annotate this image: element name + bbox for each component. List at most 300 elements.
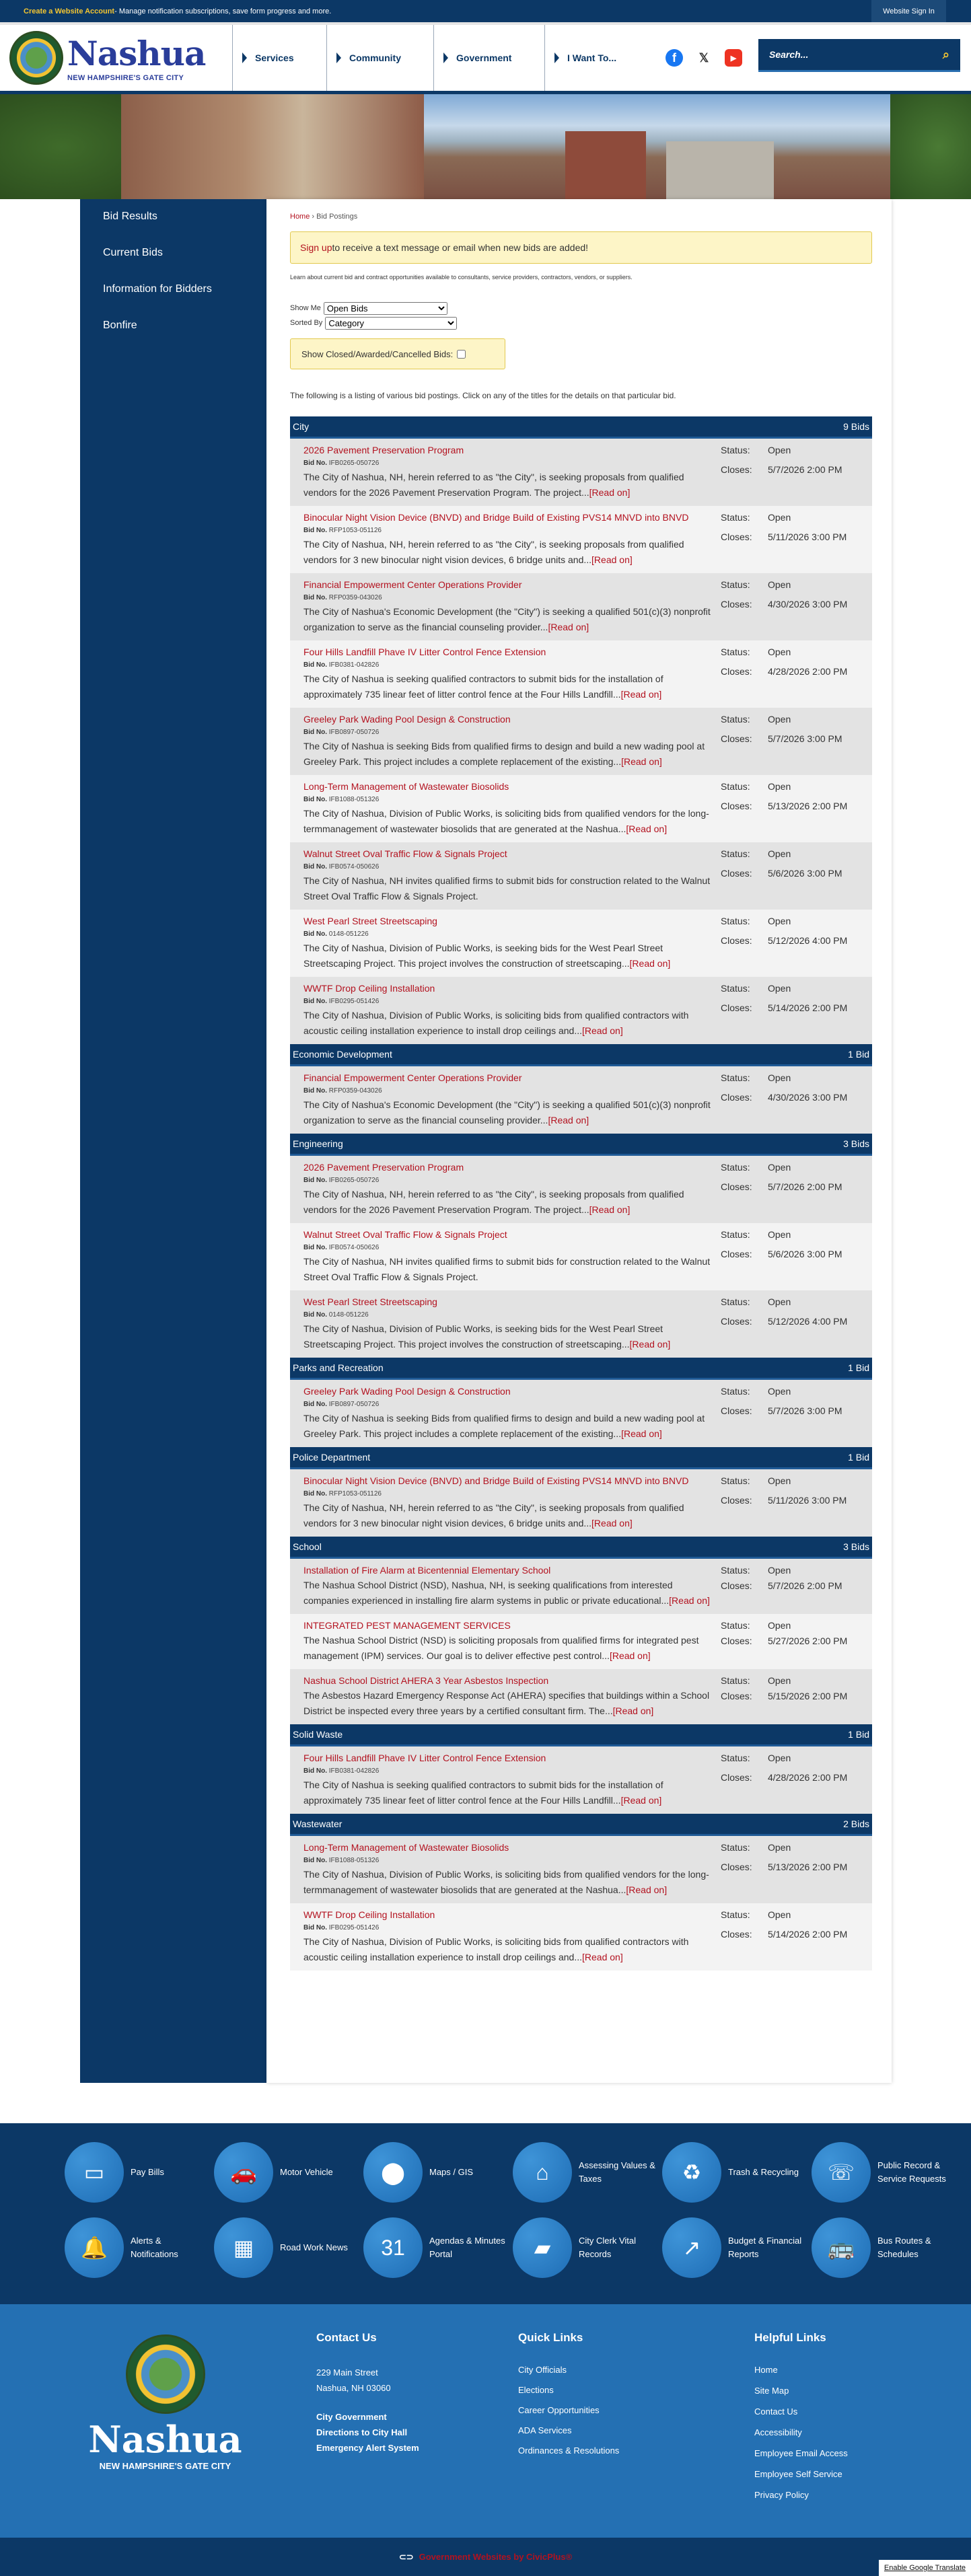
category-header <box>290 1134 872 1156</box>
bid-status: Open <box>768 445 791 455</box>
bus-icon: 🚌 <box>812 2217 871 2278</box>
bid-closes: 4/28/2026 2:00 PM <box>768 1772 848 1783</box>
closes-label: Closes: <box>721 1092 752 1103</box>
category-count: 1 Bid <box>848 1049 869 1060</box>
bid-no: 0148-051226 <box>328 930 369 938</box>
bid-description: The City of Nashua is seeking qualified contractors to submit bids for the installation of approximately 735 linear feet of litter control fence at the Four Hills Landfill... <box>303 673 663 700</box>
create-account-link[interactable]: Create a Website Account <box>24 7 115 15</box>
bid-closes: 5/7/2026 2:00 PM <box>768 1580 842 1591</box>
category-count: 3 Bids <box>843 1541 869 1552</box>
bid-closes: 5/14/2026 2:00 PM <box>768 1929 848 1940</box>
bid-row <box>290 775 872 842</box>
bid-status: Open <box>768 1842 791 1853</box>
bid-description: The City of Nashua is seeking Bids from qualified firms to design and build a new wading pool at Greeley Park. This project includes a complete replacement of the existing... <box>303 1413 705 1439</box>
category-bids <box>290 1156 872 1358</box>
bid-no: IFB1088-051326 <box>328 1857 380 1864</box>
search-icon[interactable]: ⌕ <box>942 47 949 61</box>
category-name: Engineering <box>293 1138 343 1149</box>
bid-title-link[interactable]: Binocular Night Vision Device (BNVD) and Bridge Build of Existing PVS14 MNVD into BNVD <box>303 512 689 523</box>
status-label: Status: <box>721 1386 750 1397</box>
read-on-link[interactable]: [Read on] <box>548 622 589 632</box>
bid-closes: 5/7/2026 3:00 PM <box>768 733 842 744</box>
bid-closes: 5/14/2026 2:00 PM <box>768 1002 848 1013</box>
city-seal-icon <box>126 2334 205 2414</box>
bid-row <box>290 1156 872 1223</box>
bid-description: The City of Nashua's Economic Development (the "City") is seeking a qualified 501(c)(3) nonprofit organization to serve as the financial counseling provider... <box>303 606 711 632</box>
calendar-icon: 31 <box>363 2217 423 2278</box>
bid-no: RFP0359-043026 <box>328 1087 382 1095</box>
sorted-by-select[interactable] <box>325 317 457 330</box>
sidebar-nav <box>80 199 266 2083</box>
category-bids <box>290 1066 872 1134</box>
bid-title-link[interactable]: Walnut Street Oval Traffic Flow & Signals Project <box>303 1229 507 1240</box>
bid-description: The City of Nashua, Division of Public Works, is soliciting bids from qualified vendors for the long-termmanagement of wastewater biosolids that are generated at the Nashua... <box>303 1869 709 1895</box>
status-label: Status: <box>721 445 750 455</box>
category-bids <box>290 1380 872 1447</box>
show-me-label: Show Me <box>290 304 321 312</box>
bid-no-label: Bid No. <box>303 661 327 669</box>
quick-link-trash[interactable] <box>662 2142 812 2203</box>
footer-helpful-link[interactable]: Contact Us <box>754 2406 798 2417</box>
bid-title-link[interactable]: Financial Empowerment Center Operations Provider <box>303 1072 522 1083</box>
category-header <box>290 416 872 439</box>
quick-link-folder[interactable] <box>513 2217 662 2278</box>
bid-no-label: Bid No. <box>303 459 327 467</box>
status-label: Status: <box>721 714 750 725</box>
category-name: Economic Development <box>293 1049 392 1060</box>
category-name: Parks and Recreation <box>293 1362 384 1373</box>
site-header <box>0 22 971 91</box>
bid-title-link[interactable]: Long-Term Management of Wastewater Biosolids <box>303 781 509 792</box>
read-on-link[interactable]: [Read on] <box>609 1650 651 1661</box>
status-label: Status: <box>721 1675 750 1686</box>
bid-no: IFB1088-051326 <box>328 796 380 803</box>
trash-icon: ♻ <box>662 2142 721 2203</box>
bid-row <box>290 842 872 910</box>
bid-title-link[interactable]: Long-Term Management of Wastewater Biosolids <box>303 1842 509 1853</box>
status-label: Status: <box>721 1296 750 1307</box>
facebook-icon[interactable]: f <box>666 49 683 67</box>
quick-link-label: Motor Vehicle <box>280 2167 333 2177</box>
category-bids <box>290 1469 872 1537</box>
show-me-select[interactable] <box>324 302 447 315</box>
bottom-bar <box>0 2538 971 2576</box>
footer-helpful-links <box>754 2331 848 2511</box>
bid-no: RFP1053-051126 <box>328 527 382 534</box>
read-on-link[interactable]: [Read on] <box>582 1952 623 1962</box>
status-label: Status: <box>721 848 750 859</box>
city-seal-icon <box>9 31 63 85</box>
quick-link-map-pin[interactable] <box>363 2142 513 2203</box>
show-closed-label: Show Closed/Awarded/Cancelled Bids: <box>301 348 454 359</box>
bid-status: Open <box>768 647 791 657</box>
footer-quick-link[interactable]: City Officials <box>518 2365 567 2375</box>
bid-closes: 5/11/2026 3:00 PM <box>768 531 847 542</box>
category-name: School <box>293 1541 322 1552</box>
read-on-link[interactable]: [Read on] <box>589 487 631 498</box>
credit-card-icon: ▭ <box>65 2142 124 2203</box>
listing-intro: The following is a listing of various bid postings. Click on any of the titles for the details on that particular bid. <box>290 391 676 400</box>
status-label: Status: <box>721 1565 750 1576</box>
bid-closes: 5/13/2026 2:00 PM <box>768 801 848 811</box>
bid-description: The Asbestos Hazard Emergency Response Act (AHERA) specifies that buildings within a School District be inspected every three years by a certified consultant firm. The... <box>303 1690 710 1716</box>
breadcrumb-home[interactable]: Home <box>290 213 310 221</box>
quick-link-calendar[interactable] <box>363 2217 513 2278</box>
closes-label: Closes: <box>721 935 752 946</box>
category-header <box>290 1724 872 1746</box>
bid-status: Open <box>768 714 791 725</box>
status-label: Status: <box>721 1909 750 1920</box>
x-icon[interactable]: 𝕏 <box>698 50 709 65</box>
read-on-link[interactable]: [Read on] <box>626 1884 668 1895</box>
quick-link-label: City Clerk Vital Records <box>579 2236 637 2259</box>
status-label: Status: <box>721 512 750 523</box>
bid-status: Open <box>768 916 791 926</box>
bid-row <box>290 1066 872 1134</box>
category-count: 1 Bid <box>848 1452 869 1463</box>
closes-label: Closes: <box>721 1862 752 1872</box>
category-name: Police Department <box>293 1452 371 1463</box>
main-nav <box>232 25 645 91</box>
read-on-link[interactable]: [Read on] <box>629 958 671 969</box>
sidebar-item-bonfire[interactable]: Bonfire <box>103 320 137 331</box>
quick-link-label: Road Work News <box>280 2242 348 2252</box>
intro-text: Learn about current bid and contract opportunities available to consultants, service providers, contractors, vendors, or suppliers. <box>290 274 633 281</box>
bid-closes: 4/30/2026 3:00 PM <box>768 1092 848 1103</box>
bid-closes: 5/27/2026 2:00 PM <box>768 1635 848 1646</box>
bid-title-link[interactable]: Nashua School District AHERA 3 Year Asbestos Inspection <box>303 1675 549 1686</box>
bid-row <box>290 1903 872 1971</box>
category-name: Wastewater <box>293 1818 343 1829</box>
bid-no: IFB0295-051426 <box>328 1924 380 1931</box>
website-sign-in-button[interactable]: Website Sign In <box>871 0 946 22</box>
car-icon: 🚗 <box>214 2142 273 2203</box>
quick-link-label: Public Record & Service Requests <box>877 2160 946 2184</box>
quick-access-icons <box>0 2123 971 2304</box>
breadcrumb <box>290 213 872 221</box>
bid-description: The City of Nashua, NH, herein referred to as "the City", is seeking proposals from qualified vendors for 3 new binocular night vision devices, 6 bridge units and... <box>303 539 684 565</box>
bid-no: RFP1053-051126 <box>328 1490 382 1498</box>
civicplus-link[interactable]: Government Websites by CivicPlus® <box>419 2552 573 2562</box>
filters <box>290 301 872 330</box>
bid-title-link[interactable]: 2026 Pavement Preservation Program <box>303 1162 464 1173</box>
read-on-link[interactable]: [Read on] <box>591 554 633 565</box>
footer-helpful-link[interactable]: Employee Email Access <box>754 2448 848 2458</box>
quick-link-label: Bus Routes & Schedules <box>877 2236 931 2259</box>
read-on-link[interactable]: [Read on] <box>620 689 662 700</box>
read-on-link[interactable]: [Read on] <box>548 1115 589 1126</box>
bid-description: The City of Nashua, NH, herein referred to as "the City", is seeking proposals from qualified vendors for the 2026 Pavement Preservation Program. The project... <box>303 472 684 498</box>
bid-no: IFB0897-050726 <box>328 1401 380 1408</box>
bid-no: IFB0381-042826 <box>328 1767 380 1775</box>
closes-label: Closes: <box>721 1316 752 1327</box>
bid-row <box>290 910 872 977</box>
bid-closes: 4/30/2026 3:00 PM <box>768 599 848 610</box>
show-closed-box <box>290 338 505 369</box>
bid-description: The City of Nashua, NH invites qualified firms to submit bids for construction related to the Walnut Street Oval Traffic Flow & Signals Project. <box>303 875 711 901</box>
status-label: Status: <box>721 1162 750 1173</box>
footer-logo-name: Nashua <box>88 2418 242 2461</box>
bid-closes: 5/15/2026 2:00 PM <box>768 1691 848 1701</box>
quick-link-label: Agendas & Minutes Portal <box>429 2236 505 2259</box>
quick-link-phone-chat[interactable] <box>812 2142 961 2203</box>
footer-quick-links <box>518 2331 619 2466</box>
closes-label: Closes: <box>721 1929 752 1940</box>
bid-closes: 5/6/2026 3:00 PM <box>768 868 842 879</box>
quick-link-label: Pay Bills <box>131 2167 164 2177</box>
footer-helpful-link[interactable]: Home <box>754 2365 778 2375</box>
quick-link-bus[interactable] <box>812 2217 961 2278</box>
search-placeholder: Search... <box>769 49 809 60</box>
address-line-1: 229 Main Street <box>316 2367 378 2378</box>
closes-label: Closes: <box>721 1495 752 1506</box>
bid-status: Open <box>768 1072 791 1083</box>
bid-title-link[interactable]: 2026 Pavement Preservation Program <box>303 445 464 455</box>
bid-title-link[interactable]: INTEGRATED PEST MANAGEMENT SERVICES <box>303 1620 511 1631</box>
closes-label: Closes: <box>721 1249 752 1259</box>
bid-no-label: Bid No. <box>303 594 327 601</box>
footer-helpful-link[interactable]: Employee Self Service <box>754 2469 842 2479</box>
bid-closes: 5/7/2026 2:00 PM <box>768 464 842 475</box>
bid-no: RFP0359-043026 <box>328 594 382 601</box>
bid-no: IFB0897-050726 <box>328 729 380 736</box>
bid-row <box>290 1223 872 1290</box>
bid-no-label: Bid No. <box>303 998 327 1005</box>
search-input[interactable] <box>758 39 960 72</box>
bid-closes: 5/12/2026 4:00 PM <box>768 935 848 946</box>
footer-link-emergency-alert[interactable]: Emergency Alert System <box>316 2443 419 2453</box>
bid-title-link[interactable]: West Pearl Street Streetscaping <box>303 1296 437 1307</box>
closes-label: Closes: <box>721 666 752 677</box>
bid-title-link[interactable]: Financial Empowerment Center Operations Provider <box>303 579 522 590</box>
bid-no-label: Bid No. <box>303 863 327 871</box>
status-label: Status: <box>721 1229 750 1240</box>
category-count: 9 Bids <box>843 421 869 432</box>
quick-link-label: Alerts & Notifications <box>131 2236 178 2259</box>
bid-title-link[interactable]: West Pearl Street Streetscaping <box>303 916 437 926</box>
bid-title-link[interactable]: Installation of Fire Alarm at Bicentennial Elementary School <box>303 1565 551 1576</box>
bid-status: Open <box>768 1296 791 1307</box>
phone-chat-icon: ☏ <box>812 2142 871 2203</box>
folder-icon: ▰ <box>513 2217 572 2278</box>
status-label: Status: <box>721 579 750 590</box>
bid-status: Open <box>768 1909 791 1920</box>
quick-link-house[interactable] <box>513 2142 662 2203</box>
bid-status: Open <box>768 1229 791 1240</box>
bid-no: IFB0574-050626 <box>328 863 380 871</box>
read-on-link[interactable]: [Read on] <box>621 756 662 767</box>
category-name: City <box>293 421 310 432</box>
barrier-icon: ▦ <box>214 2217 273 2278</box>
bid-status: Open <box>768 848 791 859</box>
sidebar-item-bid-results[interactable]: Bid Results <box>103 211 157 222</box>
bid-description: The City of Nashua is seeking Bids from qualified firms to design and build a new wading pool at Greeley Park. This project includes a complete replacement of the existing... <box>303 741 705 767</box>
breadcrumb-current: Bid Postings <box>316 213 358 221</box>
read-on-link[interactable]: [Read on] <box>621 1428 662 1439</box>
map-pin-icon: ⬤ <box>363 2142 423 2203</box>
main-content <box>266 199 892 2083</box>
bell-icon: 🔔 <box>65 2217 124 2278</box>
bid-row <box>290 640 872 708</box>
category-count: 1 Bid <box>848 1362 869 1373</box>
bid-description: The City of Nashua, NH, herein referred to as "the City", is seeking proposals from qualified vendors for 3 new binocular night vision devices, 6 bridge units and... <box>303 1502 684 1529</box>
closes-label: Closes: <box>721 1635 752 1646</box>
bid-description: The City of Nashua, Division of Public Works, is soliciting bids from qualified contractors with acoustic ceiling installation experience to install drop ceilings and... <box>303 1010 689 1036</box>
bid-no: IFB0381-042826 <box>328 661 380 669</box>
bid-description: The City of Nashua, NH, herein referred to as "the City", is seeking proposals from qualified vendors for the 2026 Pavement Preservation Program. The project... <box>303 1189 684 1215</box>
bid-description: The City of Nashua, Division of Public Works, is seeking bids for the West Pearl Street Streetscaping Project. This project involves the construction of streetscaping... <box>303 1323 663 1350</box>
bid-closes: 5/13/2026 2:00 PM <box>768 1862 848 1872</box>
bid-title-link[interactable]: Four Hills Landfill Phave IV Litter Control Fence Extension <box>303 1753 546 1763</box>
quick-link-chart[interactable] <box>662 2217 812 2278</box>
bid-title-link[interactable]: Greeley Park Wading Pool Design & Construction <box>303 1386 511 1397</box>
bid-no: IFB0265-050726 <box>328 459 380 467</box>
footer-link-city-government[interactable]: City Government <box>316 2412 387 2422</box>
quick-link-label: Budget & Financial Reports <box>728 2236 802 2259</box>
create-account-desc: - Manage notification subscriptions, save form progress and more. <box>114 7 332 15</box>
category-header <box>290 1044 872 1066</box>
nav-i-want-to[interactable]: I Want To... <box>544 25 645 91</box>
bid-no-label: Bid No. <box>303 1490 327 1498</box>
bid-description: The Nashua School District (NSD), Nashua, NH, is seeking qualifications from interested companies experienced in installing fire alarm systems in public or private educational... <box>303 1580 673 1606</box>
bid-row <box>290 977 872 1044</box>
bid-row <box>290 506 872 573</box>
category-header <box>290 1814 872 1836</box>
footer-helpful-link[interactable]: Privacy Policy <box>754 2490 809 2500</box>
top-bar <box>0 0 971 22</box>
category-bids <box>290 1559 872 1724</box>
bid-no: IFB0295-051426 <box>328 998 380 1005</box>
youtube-icon[interactable]: ▶ <box>725 49 742 67</box>
quick-link-barrier[interactable] <box>214 2217 363 2278</box>
address-line-2: Nashua, NH 03060 <box>316 2383 391 2393</box>
breadcrumb-separator: › <box>310 213 317 221</box>
footer-quick-link[interactable]: Ordinances & Resolutions <box>518 2445 620 2456</box>
category-header <box>290 1358 872 1380</box>
closes-label: Closes: <box>721 599 752 610</box>
bid-closes: 5/12/2026 4:00 PM <box>768 1316 848 1327</box>
bid-description: The City of Nashua's Economic Development (the "City") is seeking a qualified 501(c)(3) nonprofit organization to serve as the financial counseling provider... <box>303 1099 711 1126</box>
read-on-link[interactable]: [Read on] <box>620 1795 662 1806</box>
quick-link-credit-card[interactable] <box>65 2142 214 2203</box>
closes-label: Closes: <box>721 1002 752 1013</box>
read-on-link[interactable]: [Read on] <box>626 823 668 834</box>
bid-title-link[interactable]: Four Hills Landfill Phave IV Litter Control Fence Extension <box>303 647 546 657</box>
signup-alert <box>290 231 872 264</box>
bid-no-label: Bid No. <box>303 930 327 938</box>
read-on-link[interactable]: [Read on] <box>591 1518 633 1529</box>
footer-quick-link[interactable]: Career Opportunities <box>518 2405 600 2415</box>
bid-status: Open <box>768 512 791 523</box>
bid-title-link[interactable]: WWTF Drop Ceiling Installation <box>303 983 435 994</box>
footer-contact <box>316 2331 419 2456</box>
sidebar-item-information-for-bidders[interactable]: Information for Bidders <box>103 283 212 295</box>
footer-helpful-link[interactable]: Site Map <box>754 2386 789 2396</box>
quick-links-heading: Quick Links <box>518 2331 583 2344</box>
category-count: 3 Bids <box>843 1138 869 1149</box>
signup-link[interactable]: Sign up <box>300 242 332 253</box>
closes-label: Closes: <box>721 801 752 811</box>
bid-status: Open <box>768 1162 791 1173</box>
status-label: Status: <box>721 647 750 657</box>
bid-no-label: Bid No. <box>303 1767 327 1775</box>
civicplus-icon: ⊂⊃ <box>398 2551 414 2562</box>
bid-row <box>290 708 872 775</box>
bid-title-link[interactable]: Binocular Night Vision Device (BNVD) and Bridge Build of Existing PVS14 MNVD into BNVD <box>303 1475 689 1486</box>
read-on-link[interactable]: [Read on] <box>629 1339 671 1350</box>
bid-no-label: Bid No. <box>303 1924 327 1931</box>
contact-heading: Contact Us <box>316 2331 377 2344</box>
bid-no-label: Bid No. <box>303 1857 327 1864</box>
status-label: Status: <box>721 1753 750 1763</box>
site-logo[interactable] <box>0 25 232 91</box>
nav-community[interactable]: Community <box>326 25 433 91</box>
nav-government[interactable]: Government <box>433 25 544 91</box>
google-translate-button[interactable]: Enable Google Translate <box>879 2560 971 2576</box>
sidebar-item-current-bids[interactable]: Current Bids <box>103 247 163 258</box>
footer-logo[interactable] <box>79 2334 251 2472</box>
bid-title-link[interactable]: Greeley Park Wading Pool Design & Construction <box>303 714 511 725</box>
bid-status: Open <box>768 579 791 590</box>
bid-row <box>290 1746 872 1814</box>
closes-label: Closes: <box>721 1181 752 1192</box>
read-on-link[interactable]: [Read on] <box>669 1595 710 1606</box>
status-label: Status: <box>721 1842 750 1853</box>
footer <box>0 2304 971 2538</box>
read-on-link[interactable]: [Read on] <box>589 1204 631 1215</box>
category-header <box>290 1537 872 1559</box>
category-header <box>290 1447 872 1469</box>
read-on-link[interactable]: [Read on] <box>582 1025 623 1036</box>
nav-services[interactable]: Services <box>232 25 326 91</box>
quick-link-bell[interactable] <box>65 2217 214 2278</box>
footer-quick-link[interactable]: ADA Services <box>518 2425 572 2435</box>
status-label: Status: <box>721 1620 750 1631</box>
bid-description: The City of Nashua, NH invites qualified firms to submit bids for construction related to the Walnut Street Oval Traffic Flow & Signals Project. <box>303 1256 711 1282</box>
status-label: Status: <box>721 1072 750 1083</box>
logo-name: Nashua <box>67 33 206 73</box>
show-closed-checkbox[interactable] <box>457 350 466 359</box>
bid-status: Open <box>768 1475 791 1486</box>
bid-no: 0148-051226 <box>328 1311 369 1319</box>
closes-label: Closes: <box>721 868 752 879</box>
bid-title-link[interactable]: WWTF Drop Ceiling Installation <box>303 1909 435 1920</box>
bid-closes: 5/7/2026 2:00 PM <box>768 1181 842 1192</box>
closes-label: Closes: <box>721 733 752 744</box>
status-label: Status: <box>721 983 750 994</box>
bid-row <box>290 1836 872 1903</box>
quick-link-label: Assessing Values & Taxes <box>579 2160 655 2184</box>
bid-description: The City of Nashua, Division of Public Works, is seeking bids for the West Pearl Street Streetscaping Project. This project involves the construction of streetscaping... <box>303 943 663 969</box>
read-on-link[interactable]: [Read on] <box>612 1705 654 1716</box>
bid-status: Open <box>768 1386 791 1397</box>
bid-description: The City of Nashua, Division of Public Works, is soliciting bids from qualified contractors with acoustic ceiling installation experience to install drop ceilings and... <box>303 1936 689 1962</box>
footer-quick-link[interactable]: Elections <box>518 2385 554 2395</box>
bid-no-label: Bid No. <box>303 1401 327 1408</box>
bid-status: Open <box>768 1753 791 1763</box>
bid-row <box>290 1469 872 1537</box>
footer-logo-tagline: NEW HAMPSHIRE'S GATE CITY <box>99 2461 231 2471</box>
bid-closes: 4/28/2026 2:00 PM <box>768 666 848 677</box>
footer-link-directions[interactable]: Directions to City Hall <box>316 2427 408 2437</box>
quick-link-car[interactable] <box>214 2142 363 2203</box>
bid-title-link[interactable]: Walnut Street Oval Traffic Flow & Signals Project <box>303 848 507 859</box>
helpful-links-heading: Helpful Links <box>754 2331 826 2344</box>
closes-label: Closes: <box>721 1405 752 1416</box>
sorted-by-label: Sorted By <box>290 319 323 327</box>
category-bids <box>290 1836 872 1971</box>
footer-helpful-link[interactable]: Accessibility <box>754 2427 802 2437</box>
